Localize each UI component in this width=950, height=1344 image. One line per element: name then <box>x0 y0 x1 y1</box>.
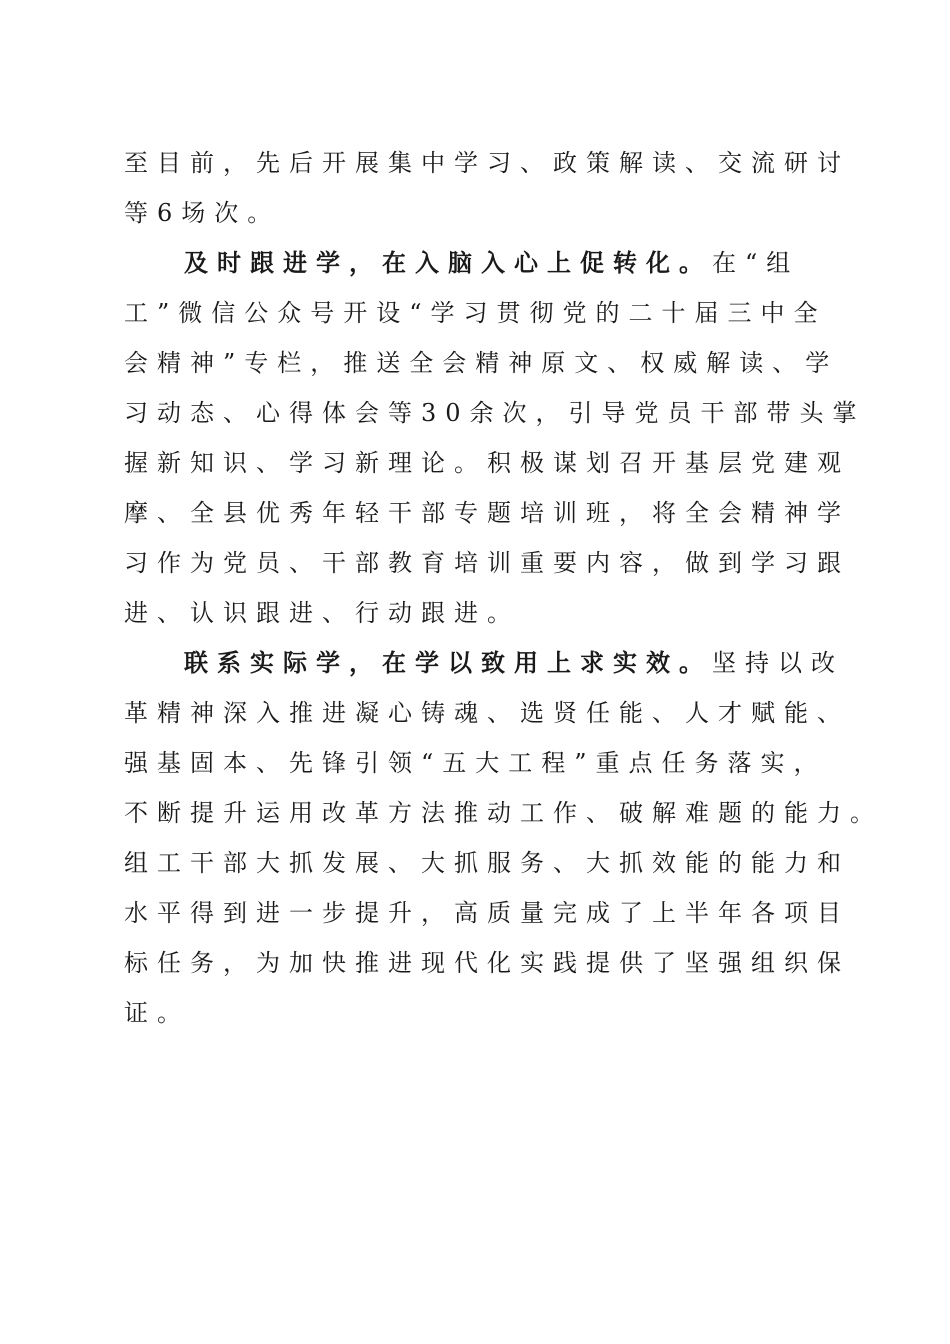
paragraph-3-line-4: 不断提升运用改革方法推动工作、破解难题的能力。 <box>124 799 883 827</box>
paragraph-1-line-1: 至目前，先后开展集中学习、政策解读、交流研讨 <box>124 149 850 177</box>
paragraph-2-line-8: 进、认识跟进、行动跟进。 <box>124 599 520 627</box>
paragraph-3-line-1-text: 坚持以改 <box>712 649 844 677</box>
paragraph-1-line-2: 等6场次。 <box>124 199 281 227</box>
paragraph-2-line-5: 握新知识、学习新理论。积极谋划召开基层党建观 <box>124 449 850 477</box>
paragraph-3-line-2: 革精神深入推进凝心铸魂、选贤任能、人才赋能、 <box>124 699 850 727</box>
paragraph-2-line-6: 摩、全县优秀年轻干部专题培训班，将全会精神学 <box>124 499 850 527</box>
paragraph-3-line-6: 水平得到进一步提升，高质量完成了上半年各项目 <box>124 899 850 927</box>
paragraph-2-line-4: 习动态、心得体会等30余次，引导党员干部带头掌 <box>124 399 866 427</box>
paragraph-3-line-8: 证。 <box>124 999 190 1027</box>
paragraph-3-line-3: 强基固本、先锋引领“五大工程”重点任务落实， <box>124 749 827 777</box>
paragraph-3-heading: 联系实际学，在学以致用上求实效。 <box>184 648 712 677</box>
paragraph-2-line-3: 会精神”专栏，推送全会精神原文、权威解读、学 <box>124 349 839 377</box>
paragraph-2-heading: 及时跟进学，在入脑入心上促转化。 <box>184 248 712 277</box>
paragraph-2-line-1-text: 在“组 <box>712 249 800 277</box>
paragraph-3-line-7: 标任务，为加快推进现代化实践提供了坚强组织保 <box>124 949 850 977</box>
paragraph-2-line-1 <box>124 238 824 288</box>
paragraph-2-line-7: 习作为党员、干部教育培训重要内容，做到学习跟 <box>124 549 850 577</box>
paragraph-3-line-5: 组工干部大抓发展、大抓服务、大抓效能的能力和 <box>124 849 850 877</box>
paragraph-2-line-2: 工”微信公众号开设“学习贯彻党的二十届三中全 <box>124 299 827 327</box>
document-body <box>124 138 883 1038</box>
paragraph-3-line-1 <box>124 638 844 688</box>
